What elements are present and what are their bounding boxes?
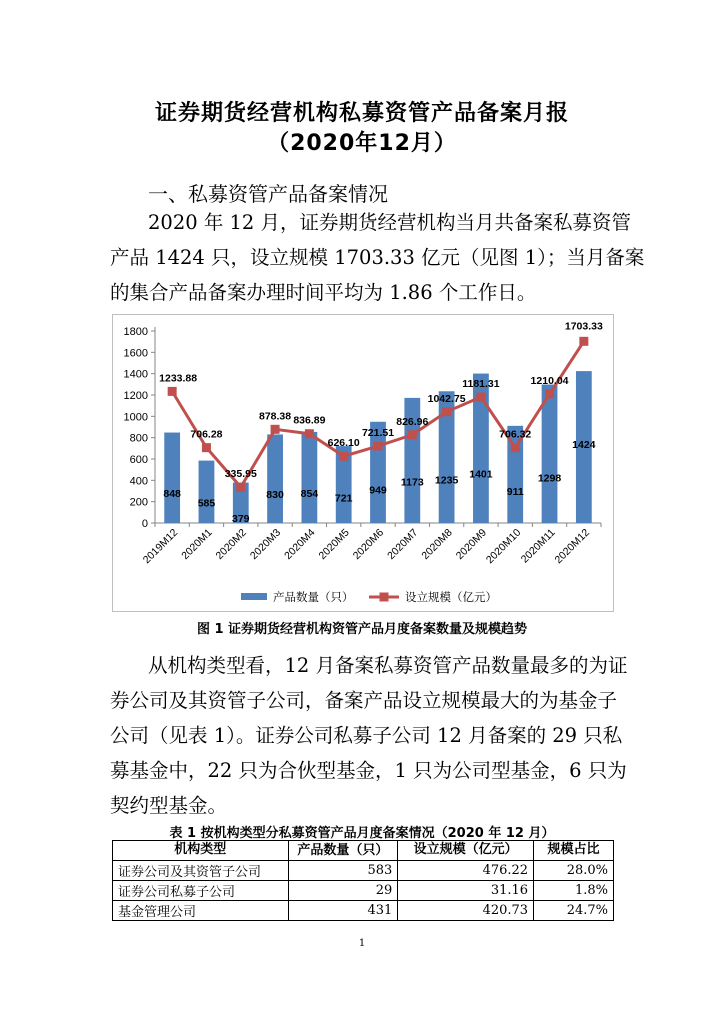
x-tick-label: 2020M6: [350, 526, 387, 562]
x-tick-label: 2020M8: [419, 526, 455, 562]
table-row: [113, 881, 614, 901]
x-tick-label: 2020M5: [316, 526, 352, 562]
table-header-cell: 设立规模（亿元）: [398, 841, 534, 861]
line-value-label: 1233.88: [159, 372, 198, 385]
y-tick-label: 0: [141, 518, 148, 530]
x-tick-label: 2020M11: [518, 526, 558, 566]
line-point: [202, 443, 211, 452]
paragraph-2: [110, 648, 628, 823]
x-tick-label: 2020M7: [385, 526, 421, 562]
paragraph-2-line: 募基金中，22 只为合伙型基金，1 只为公司型基金，6 只为: [110, 759, 627, 782]
figure-1-caption: 图 1 证券期货经营机构资管产品月度备案数量及规模趋势: [196, 622, 528, 637]
x-tick-label: 2020M12: [552, 526, 592, 567]
line-value-label: 706.28: [190, 428, 223, 441]
line-point: [476, 392, 485, 401]
line-point: [236, 483, 245, 492]
line-point: [305, 429, 314, 438]
chart-svg: [113, 315, 613, 611]
table-cell: 证券公司私募子公司: [113, 881, 289, 901]
y-tick-label: 1000: [123, 411, 148, 424]
bar-value-label: 379: [232, 512, 250, 525]
table-cell: 31.16: [398, 881, 534, 901]
x-tick-label: 2020M9: [453, 526, 490, 562]
bar: [267, 434, 283, 523]
table-cell: 基金管理公司: [113, 901, 289, 921]
table-header-row: [113, 841, 614, 861]
bar-value-label: 585: [197, 497, 216, 510]
table-header-cell: 机构类型: [113, 841, 289, 861]
bar-value-label: 949: [369, 484, 387, 497]
figure-1-chart: [112, 314, 614, 612]
table-cell: 583: [288, 861, 398, 881]
table-cell: 476.22: [398, 861, 534, 881]
y-tick-label: 800: [129, 432, 148, 445]
y-tick-label: 600: [129, 454, 148, 466]
document-subtitle: （2020年12月）: [267, 131, 457, 156]
bar: [301, 432, 317, 523]
x-tick-label: 2020M3: [247, 526, 284, 562]
paragraph-2-line: 券公司及其资管子公司，备案产品设立规模最大的为基金子: [110, 689, 618, 712]
table-cell: 29: [288, 881, 398, 901]
bar-value-label: 721: [334, 492, 353, 505]
bar-value-label: 830: [266, 488, 284, 501]
line-point: [545, 389, 554, 398]
table-1-caption: 表 1 按机构类型分私募资管产品月度备案情况（2020 年 12 月）: [169, 826, 555, 841]
y-tick-label: 400: [129, 475, 148, 488]
line-value-label: 836.89: [293, 414, 326, 427]
bar-value-label: 1401: [469, 468, 493, 481]
y-tick-label: 1400: [123, 368, 148, 381]
line-point: [511, 443, 520, 452]
bar-value-label: 1424: [572, 439, 596, 452]
line-point: [271, 425, 280, 434]
line-point: [168, 387, 177, 396]
paragraph-1-line: 的集合产品备案办理时间平均为 1.86 个工作日。: [110, 281, 537, 304]
table-header-cell: 规模占比: [534, 841, 614, 861]
line-point: [579, 337, 588, 346]
paragraph-1-line: 2020 年 12 月，证券期货经营机构当月共备案私募资管: [148, 211, 632, 234]
paragraph-2-line: 契约型基金。: [110, 794, 228, 817]
bar-value-label: 854: [300, 487, 319, 500]
y-tick-label: 1600: [123, 347, 148, 360]
x-tick-label: 2020M1: [179, 526, 215, 562]
line-value-label: 335.95: [224, 468, 257, 481]
x-tick-label: 2020M2: [213, 526, 249, 562]
line-value-label: 706.32: [499, 428, 532, 441]
table-1: [112, 840, 614, 921]
line-value-label: 826.96: [396, 415, 429, 428]
bar-value-label: 1298: [537, 472, 562, 485]
section-heading: 一、私募资管产品备案情况: [148, 182, 388, 206]
table-cell: 28.0%: [534, 861, 614, 881]
line-point: [442, 407, 451, 416]
paragraph-2-line: 公司（见表 1）。证券公司私募子公司 12 月备案的 29 只私: [110, 724, 623, 747]
line-value-label: 1042.75: [427, 392, 466, 405]
table-row: [113, 901, 614, 921]
paragraph-2-line: 从机构类型看，12 月备案私募资管产品数量最多的为证: [148, 654, 628, 677]
line-point: [374, 442, 383, 451]
y-tick-label: 1200: [123, 390, 148, 402]
x-tick-label: 2019M12: [140, 526, 181, 567]
line-value-label: 1210.04: [530, 374, 569, 387]
bar-value-label: 911: [506, 485, 524, 498]
table-header-cell: 产品数量（只）: [288, 841, 398, 861]
paragraph-1-line: 产品 1424 只，设立规模 1703.33 亿元（见图 1）；当月备案: [110, 246, 645, 269]
line-point: [408, 430, 417, 439]
paragraph-1: [110, 205, 645, 310]
table-cell: 431: [288, 901, 398, 921]
table-cell: 证券公司及其资管子公司: [113, 861, 289, 881]
table-cell: 24.7%: [534, 901, 614, 921]
legend-bar-label: 产品数量（只）: [273, 590, 354, 604]
line-value-label: 1181.31: [462, 377, 500, 390]
legend-bar-swatch: [241, 593, 267, 600]
bar-value-label: 1173: [400, 476, 424, 489]
table-cell: 1.8%: [534, 881, 614, 901]
legend-line-marker: [380, 593, 389, 602]
y-tick-label: 1800: [123, 326, 148, 338]
bar: [199, 461, 215, 523]
document-title: 证券期货经营机构私募资管产品备案月报: [154, 101, 569, 126]
table-cell: 420.73: [398, 901, 534, 921]
table-row: [113, 861, 614, 881]
page-number: 1: [358, 938, 366, 949]
bar-value-label: 848: [163, 488, 181, 501]
x-tick-label: 2020M10: [483, 526, 524, 567]
line-value-label: 721.51: [361, 427, 395, 440]
x-tick-label: 2020M4: [282, 526, 318, 562]
y-tick-label: 200: [129, 496, 148, 509]
line-value-label: 878.38: [259, 410, 292, 423]
line-point: [339, 452, 348, 461]
bar: [164, 433, 180, 523]
legend-line-label: 设立规模（亿元）: [405, 590, 497, 604]
line-value-label: 1703.33: [564, 320, 603, 333]
line-value-label: 626.10: [327, 437, 360, 450]
bar-value-label: 1235: [434, 474, 459, 487]
